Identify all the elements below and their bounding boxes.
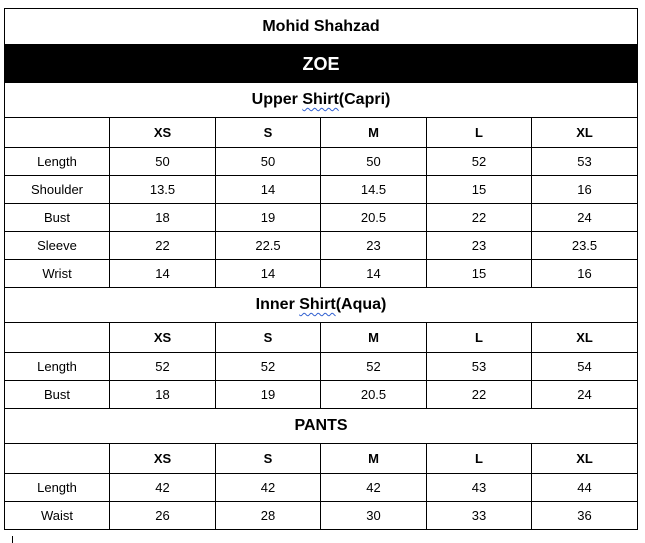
measure-value: 42 — [321, 474, 427, 502]
measure-value: 22.5 — [216, 232, 321, 260]
measure-value: 16 — [532, 176, 638, 204]
measure-value: 14 — [321, 260, 427, 288]
size-header-s: S — [216, 444, 321, 474]
table-row — [5, 381, 638, 409]
measure-value: 53 — [427, 353, 532, 381]
section-title-row — [5, 288, 638, 323]
measure-label: Wrist — [5, 260, 110, 288]
measure-label: Shoulder — [5, 176, 110, 204]
measure-value: 42 — [216, 474, 321, 502]
measure-value: 26 — [110, 502, 216, 530]
measure-value: 24 — [532, 381, 638, 409]
measure-value: 23 — [427, 232, 532, 260]
header-blank-cell — [5, 444, 110, 474]
measure-value: 42 — [110, 474, 216, 502]
measure-value: 20.5 — [321, 381, 427, 409]
measure-value: 54 — [532, 353, 638, 381]
measure-value: 19 — [216, 204, 321, 232]
section-title-row — [5, 409, 638, 444]
measure-value: 33 — [427, 502, 532, 530]
collection-row — [5, 45, 638, 83]
size-header-xl: XL — [532, 323, 638, 353]
measure-value: 22 — [427, 204, 532, 232]
measure-value: 52 — [321, 353, 427, 381]
header-blank-cell — [5, 118, 110, 148]
measure-value: 44 — [532, 474, 638, 502]
measure-value: 52 — [110, 353, 216, 381]
size-header-l: L — [427, 444, 532, 474]
table-row — [5, 260, 638, 288]
section-title-prefix: Inner — [255, 296, 300, 313]
measure-value: 30 — [321, 502, 427, 530]
measure-value: 14.5 — [321, 176, 427, 204]
measure-value: 14 — [216, 260, 321, 288]
section-title — [5, 288, 638, 323]
measure-value: 52 — [427, 148, 532, 176]
measure-value: 23 — [321, 232, 427, 260]
measure-value: 19 — [216, 381, 321, 409]
measure-value: 22 — [110, 232, 216, 260]
measure-label: Waist — [5, 502, 110, 530]
measure-value: 28 — [216, 502, 321, 530]
measure-value: 18 — [110, 204, 216, 232]
table-row — [5, 148, 638, 176]
measure-value: 22 — [427, 381, 532, 409]
measure-value: 16 — [532, 260, 638, 288]
brand-row — [5, 9, 638, 45]
size-chart-table — [4, 8, 638, 530]
section-title — [5, 409, 638, 444]
table-row — [5, 204, 638, 232]
size-header-xs: XS — [110, 118, 216, 148]
size-header-xl: XL — [532, 444, 638, 474]
measure-value: 14 — [110, 260, 216, 288]
table-row — [5, 353, 638, 381]
table-row — [5, 502, 638, 530]
measure-label: Length — [5, 148, 110, 176]
size-header-xs: XS — [110, 444, 216, 474]
size-header-row — [5, 323, 638, 353]
size-header-row — [5, 444, 638, 474]
size-header-xs: XS — [110, 323, 216, 353]
brand-name: Mohid Shahzad — [5, 9, 638, 45]
measure-value: 43 — [427, 474, 532, 502]
section-title-word: Shirt — [302, 91, 339, 108]
section-title-row — [5, 83, 638, 118]
size-header-s: S — [216, 118, 321, 148]
size-header-xl: XL — [532, 118, 638, 148]
text-cursor — [12, 536, 13, 543]
measure-label: Length — [5, 474, 110, 502]
measure-value: 23.5 — [532, 232, 638, 260]
measure-value: 52 — [216, 353, 321, 381]
measure-label: Bust — [5, 204, 110, 232]
measure-value: 36 — [532, 502, 638, 530]
measure-label: Bust — [5, 381, 110, 409]
header-blank-cell — [5, 323, 110, 353]
measure-value: 50 — [110, 148, 216, 176]
section-title — [5, 83, 638, 118]
size-header-l: L — [427, 118, 532, 148]
measure-value: 18 — [110, 381, 216, 409]
size-header-row — [5, 118, 638, 148]
table-row — [5, 232, 638, 260]
collection-name: ZOE — [5, 45, 638, 83]
measure-value: 24 — [532, 204, 638, 232]
measure-value: 50 — [321, 148, 427, 176]
measure-value: 13.5 — [110, 176, 216, 204]
size-header-m: M — [321, 444, 427, 474]
measure-value: 15 — [427, 176, 532, 204]
table-row — [5, 474, 638, 502]
section-title-suffix: (Aqua) — [335, 296, 387, 313]
measure-label: Length — [5, 353, 110, 381]
measure-value: 20.5 — [321, 204, 427, 232]
measure-value: 15 — [427, 260, 532, 288]
measure-value: 53 — [532, 148, 638, 176]
size-header-m: M — [321, 118, 427, 148]
measure-label: Sleeve — [5, 232, 110, 260]
size-header-s: S — [216, 323, 321, 353]
section-title-word: Shirt — [299, 296, 336, 313]
measure-value: 14 — [216, 176, 321, 204]
table-row — [5, 176, 638, 204]
section-title-prefix: Upper — [251, 91, 303, 108]
size-header-l: L — [427, 323, 532, 353]
size-header-m: M — [321, 323, 427, 353]
section-title-suffix: (Capri) — [338, 91, 391, 108]
section-title-prefix: PANTS — [294, 417, 348, 434]
measure-value: 50 — [216, 148, 321, 176]
